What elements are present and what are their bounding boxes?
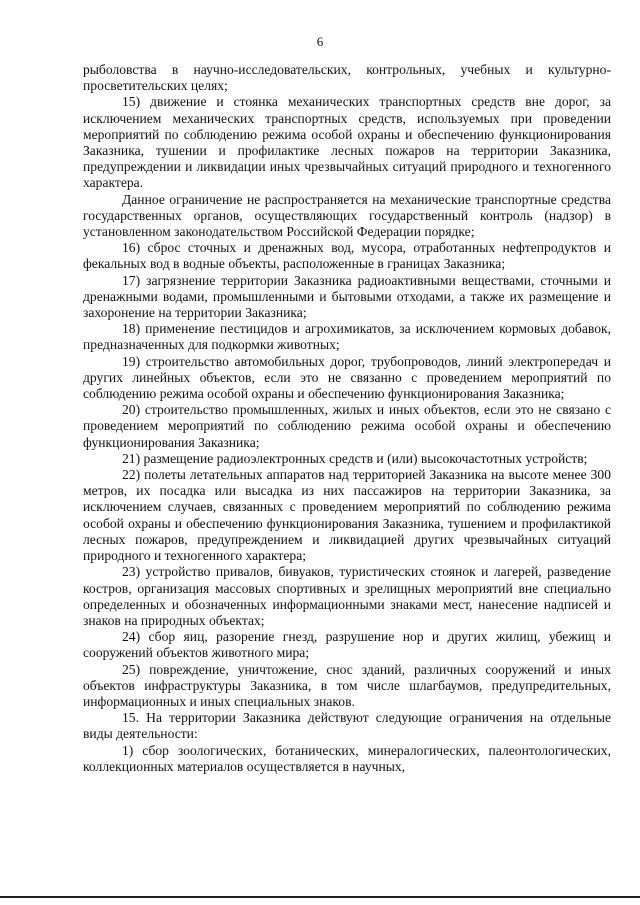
paragraph-item-21: 21) размещение радиоэлектронных средств и (или) высокочастотных устройств;	[122, 450, 588, 466]
scan-bottom-edge	[0, 896, 640, 898]
paragraph-item-22: 22) полеты летательных аппаратов над территорией Заказника на высоте менее 300 метров, их посадка или высадка из них пассажиров на территории Заказника, за исключением случаев, связанных с проведением мероприятий по соблюдению режима особой охраны и обеспечению функционирования Заказника, тушением и профилактикой лесных пожаров, предупреждением и ликвидацией других чрезвычайных ситуаций природного и техногенного характера;	[83, 467, 611, 564]
paragraph-item-17: 17) загрязнение территории Заказника радиоактивными веществами, сточными и дренажными водами, промышленными и бытовыми отходами, а также их размещение и захоронение на территории Заказника;	[83, 272, 611, 321]
document-body	[83, 62, 611, 775]
paragraph-section-15-item-1: 1) сбор зоологических, ботанических, минералогических, палеонтологических, коллекционных материалов осуществляется в научных,	[83, 742, 611, 774]
paragraph-item-20: 20) строительство промышленных, жилых и иных объектов, если это не связано с проведением мероприятий по соблюдению режима особой охраны и обеспечению функционирования Заказника;	[83, 402, 611, 450]
paragraph-item-18: 18) применение пестицидов и агрохимикатов, за исключением кормовых добавок, предназначенных для подкормки животных;	[83, 321, 611, 353]
page-number: 6	[316, 34, 324, 49]
paragraph-item-16: 16) сброс сточных и дренажных вод, мусора, отработанных нефтепродуктов и фекальных вод в водные объекты, расположенные в границах Заказника;	[83, 240, 611, 272]
paragraph-item-25: 25) повреждение, уничтожение, снос зданий, различных сооружений и иных объектов инфраструктуры Заказника, в том числе шлагбаумов, предупредительных, информационных и иных специальных знаков.	[83, 661, 611, 709]
paragraph-item-15: 15) движение и стоянка механических транспортных средств вне дорог, за исключением механических транспортных средств, используемых при проведении мероприятий по соблюдению режима особой охраны и обеспечению функционирования Заказника, тушении и профилактике лесных пожаров на территории Заказника, предупреждении и ликвидации иных чрезвычайных ситуаций природного и техногенного характера.	[83, 94, 611, 191]
paragraph-item-23: 23) устройство привалов, бивуаков, туристических стоянок и лагерей, разведение костров, организация массовых спортивных и зрелищных мероприятий вне специально определенных и обозначенных информационными знаками мест, нанесение надписей и знаков на природных объектах;	[83, 564, 611, 628]
paragraph-item-24: 24) сбор яиц, разорение гнезд, разрушение нор и других жилищ, убежищ и сооружений объектов животного мира;	[83, 629, 611, 661]
paragraph-section-15: 15. На территории Заказника действуют следующие ограничения на отдельные виды деятельности:	[83, 710, 611, 742]
paragraph-item-19: 19) строительство автомобильных дорог, трубопроводов, линий электропередач и других линейных объектов, если это не связанно с проведением мероприятий по соблюдению режима особой охраны и обеспечению функционирования Заказника;	[83, 353, 611, 402]
paragraph-continuation: рыболовства в научно-исследовательских, контрольных, учебных и культурно-просветительских целях;	[83, 62, 611, 94]
paragraph-exception-note: Данное ограничение не распространяется на механические транспортные средства государственных органов, осуществляющих государственный контроль (надзор) в установленном законодательством Российской Федерации порядке;	[83, 191, 611, 240]
